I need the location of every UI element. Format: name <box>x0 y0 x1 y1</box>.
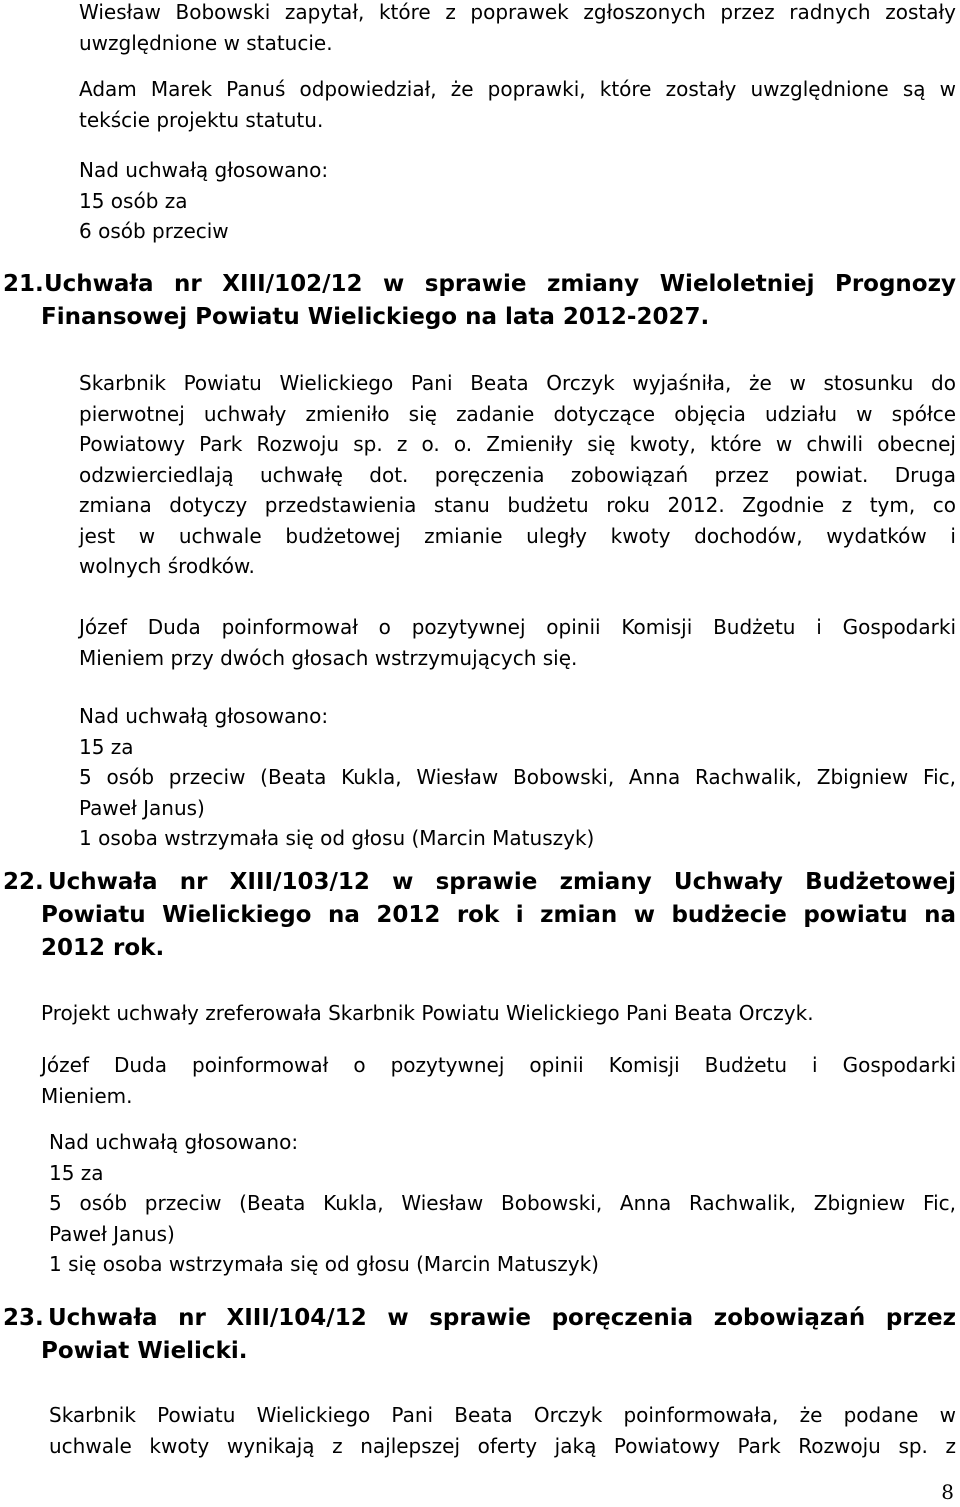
vote-against: 5 osób przeciw (Beata Kukla, Wiesław Bobowski, Anna Rachwalik, Zbigniew Fic, <box>49 1191 956 1215</box>
paragraph-duda-opinion-2 <box>41 1050 956 1111</box>
heading-line: Powiat Wielicki. <box>41 1338 248 1364</box>
vote-against-cont: Paweł Janus) <box>49 1221 175 1246</box>
vote-against-cont: Paweł Janus) <box>79 795 205 820</box>
vote-result-2 <box>79 701 956 854</box>
text-line: Józef Duda poinformował o pozytywnej opinii Komisji Budżetu i Gospodarki <box>41 1053 956 1077</box>
vote-abstain: 1 osoba wstrzymała się od głosu (Marcin Matuszyk) <box>79 826 595 850</box>
text-line: Józef Duda poinformował o pozytywnej opinii Komisji Budżetu i Gospodarki <box>79 615 956 639</box>
section-number: 21. <box>3 271 44 297</box>
text-line: pierwotnej uchwały zmieniło się zadanie dotyczące objęcia udziału w spółce <box>79 401 956 426</box>
vote-for: 15 osób za <box>79 188 188 213</box>
vote-for: 15 za <box>79 734 134 759</box>
vote-result-1 <box>79 155 956 247</box>
text-line: tekście projektu statutu. <box>79 107 324 132</box>
paragraph-duda-opinion-1 <box>79 612 956 673</box>
vote-label: Nad uchwałą głosowano: <box>49 1130 299 1154</box>
vote-for: 15 za <box>49 1160 104 1185</box>
text-line: zmiana dotyczy przedstawienia stanu budżetu roku 2012. Zgodnie z tym, co <box>79 493 956 517</box>
text-line: jest w uchwale budżetowej zmianie uległy kwoty dochodów, wydatków i <box>79 523 956 548</box>
section-number: 23. <box>3 1305 44 1331</box>
heading-line: 2012 rok. <box>41 935 165 961</box>
heading-line: Uchwała nr XIII/104/12 w sprawie poręczenia zobowiązań przez <box>48 1305 956 1331</box>
section-heading-23 <box>3 1302 956 1368</box>
text-line: Projekt uchwały zreferowała Skarbnik Powiatu Wielickiego Pani Beata Orczyk. <box>41 1001 814 1025</box>
paragraph-panus-answer <box>79 74 956 135</box>
text-line: uchwale kwoty wynikają z najlepszej oferty jaką Powiatowy Park Rozwoju sp. z <box>49 1433 956 1458</box>
paragraph-skarbnik-porecz <box>49 1400 956 1461</box>
text-line: Powiatowy Park Rozwoju sp. z o. o. Zmieniły się kwoty, które w chwili obecnej <box>79 432 956 456</box>
section-heading-21 <box>3 268 956 334</box>
text-line: Mieniem przy dwóch głosach wstrzymujących się. <box>79 645 578 670</box>
heading-line: Uchwała nr XIII/102/12 w sprawie zmiany Wieloletniej Prognozy <box>44 271 956 297</box>
paragraph-skarbnik-explanation <box>79 368 956 582</box>
heading-line: Finansowej Powiatu Wielickiego na lata 2012-2027. <box>41 304 710 330</box>
vote-against: 6 osób przeciw <box>79 219 229 243</box>
vote-result-3 <box>49 1127 956 1280</box>
vote-label: Nad uchwałą głosowano: <box>79 704 329 728</box>
heading-line: Powiatu Wielickiego na 2012 rok i zmian w budżecie powiatu na <box>41 902 956 928</box>
section-heading-22 <box>3 866 956 965</box>
heading-line: Uchwała nr XIII/103/12 w sprawie zmiany Uchwały Budżetowej <box>48 869 956 895</box>
page-number: 8 <box>941 1480 954 1504</box>
vote-label: Nad uchwałą głosowano: <box>79 158 329 182</box>
text-line: Wiesław Bobowski zapytał, które z poprawek zgłoszonych przez radnych zostały <box>79 0 956 24</box>
text-line: Skarbnik Powiatu Wielickiego Pani Beata Orczyk poinformowała, że podane w <box>49 1403 956 1427</box>
text-line: odzwierciedlają uchwałę dot. poręczenia zobowiązań przez powiat. Druga <box>79 462 956 487</box>
text-line: Mieniem. <box>41 1083 133 1108</box>
text-line: uwzględnione w statucie. <box>79 30 333 55</box>
paragraph-bobowski-question <box>79 0 956 58</box>
vote-against: 5 osób przeciw (Beata Kukla, Wiesław Bobowski, Anna Rachwalik, Zbigniew Fic, <box>79 765 956 789</box>
text-line: wolnych środków. <box>79 554 255 578</box>
vote-abstain: 1 się osoba wstrzymała się od głosu (Marcin Matuszyk) <box>49 1252 599 1276</box>
paragraph-projekt-zreferowala <box>41 998 956 1029</box>
text-line: Skarbnik Powiatu Wielickiego Pani Beata Orczyk wyjaśniła, że w stosunku do <box>79 371 956 395</box>
section-number: 22. <box>3 869 44 895</box>
text-line: Adam Marek Panuś odpowiedział, że poprawki, które zostały uwzględnione są w <box>79 77 956 101</box>
